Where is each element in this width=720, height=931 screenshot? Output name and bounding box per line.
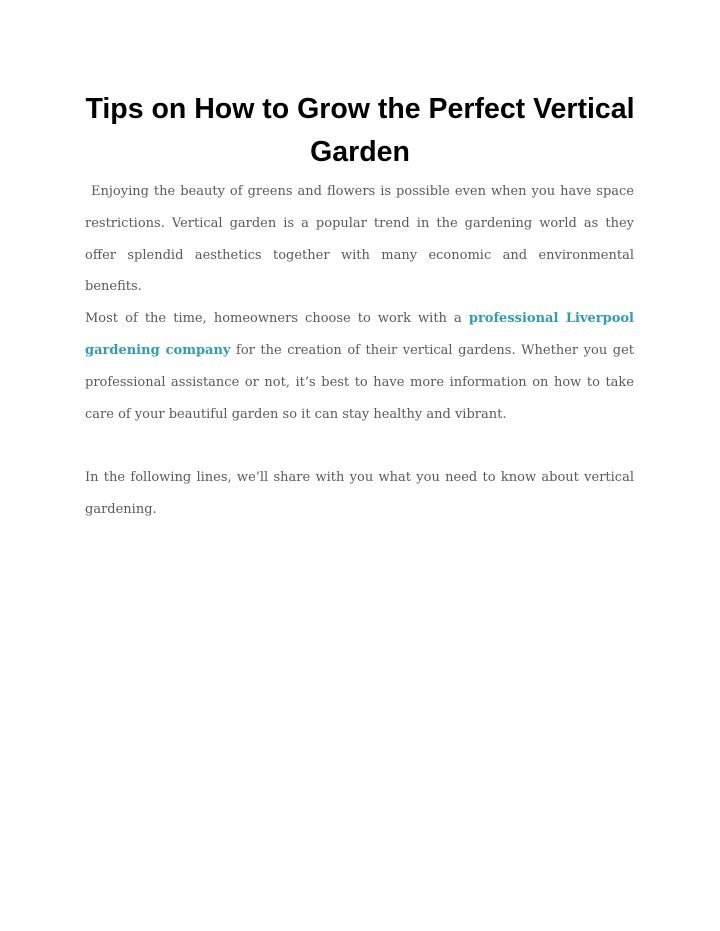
gardening-company-link[interactable]: professional Liverpool gardening company (85, 311, 634, 358)
services-paragraph-text-after: for the creation of their vertical gardens. Whether you get professional assistance or not, it’s best to have more information on how to take care of your beautiful garden so it can stay healthy and vibrant. (85, 342, 634, 422)
paragraph-spacer (85, 430, 634, 462)
page-title: Tips on How to Grow the Perfect Vertical Garden (85, 93, 635, 168)
services-paragraph-text-before: Most of the time, homeowners choose to work with a (85, 311, 469, 327)
document-body (85, 176, 634, 526)
intro-paragraph: Enjoying the beauty of greens and flowers is possible even when you have space restrictions. Vertical garden is a popular trend in the gardening world as they offer splendid aesthetics together with many economic and environmental benefits. (85, 184, 634, 295)
services-paragraph (85, 303, 634, 430)
outro-paragraph: In the following lines, we’ll share with you what you need to know about vertical gardening. (85, 470, 634, 517)
